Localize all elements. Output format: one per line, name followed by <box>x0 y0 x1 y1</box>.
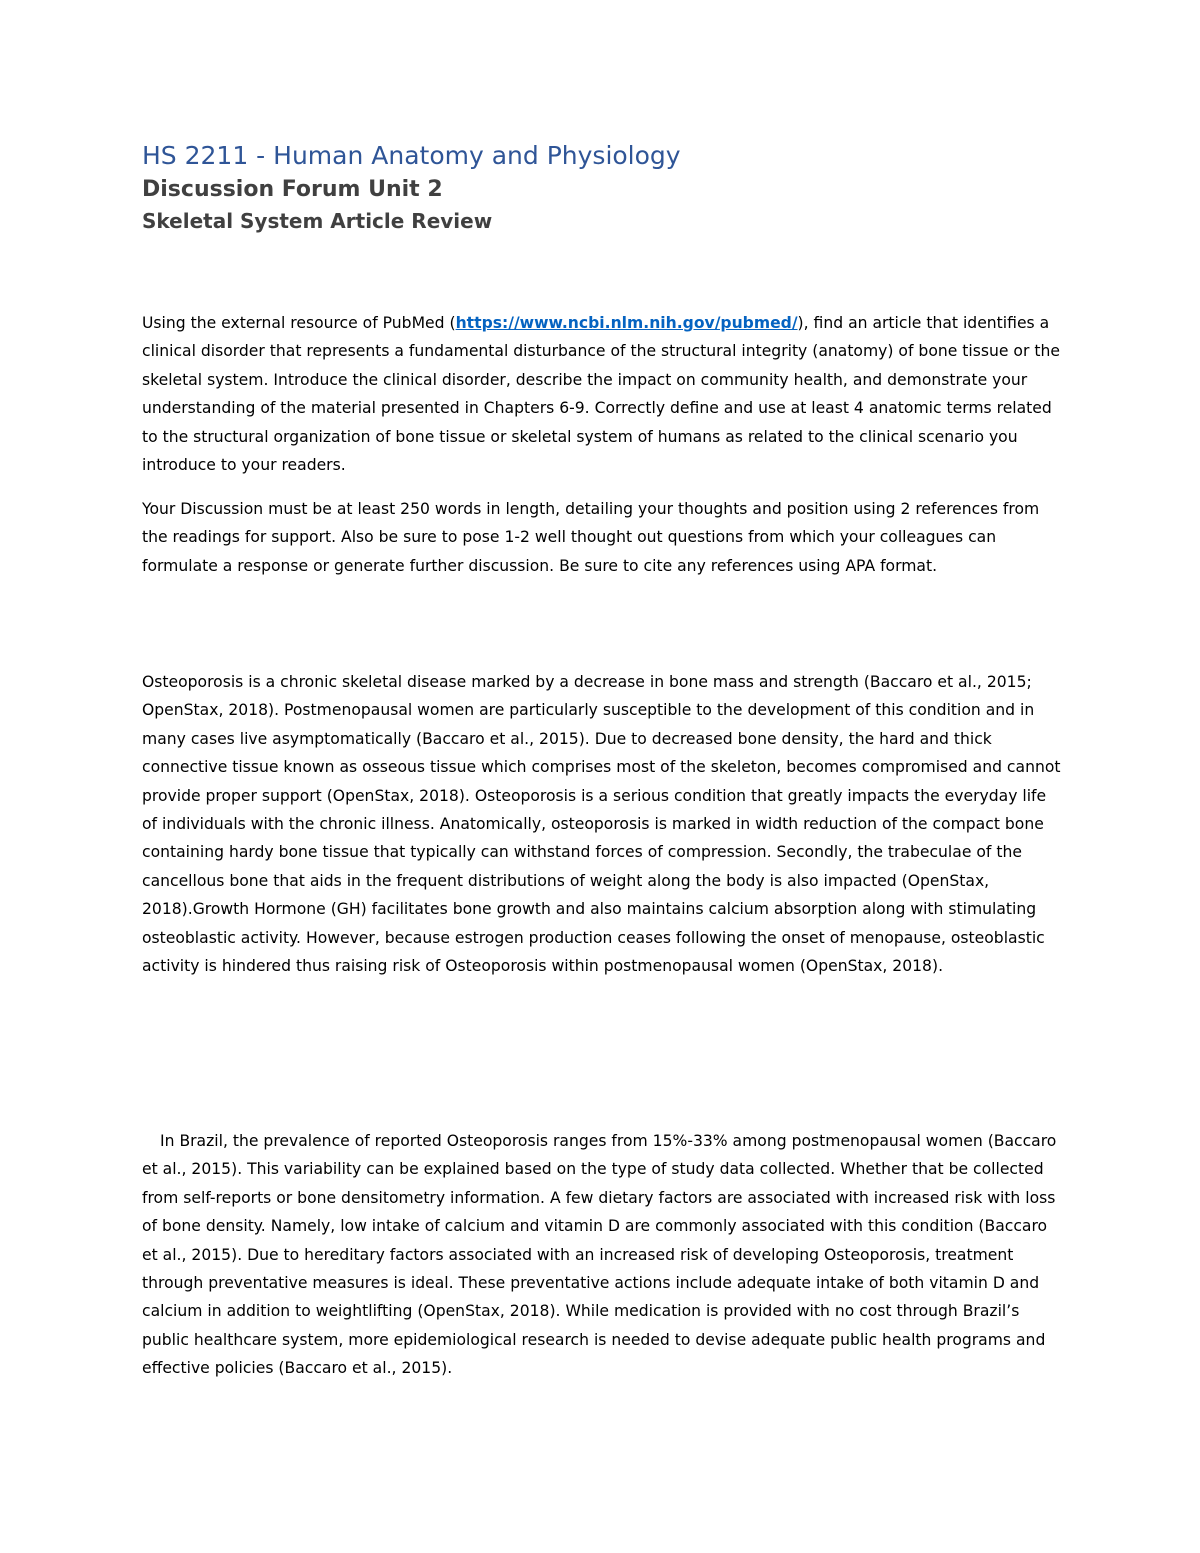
prompt-intro: Using the external resource of PubMed ( <box>142 314 456 332</box>
pubmed-link[interactable]: https://www.ncbi.nlm.nih.gov/pubmed/ <box>455 314 798 332</box>
requirements-paragraph: Your Discussion must be at least 250 words in length, detailing your thoughts and position using 2 references from the readings for support. Also be sure to pose 1-2 well thought out questions from which your colleagues can formulate a response or generate further discussion. Be sure to cite any references using APA format. <box>142 500 1040 575</box>
prompt-body: ), find an article that identifies a clinical disorder that represents a fundamental disturbance of the structural integrity (anatomy) of bone tissue or the skeletal system. Introduce the clinical disorder, describe the impact on community health, and demonstrate your understanding of the material presented in Chapters 6-9. Correctly define and use at least 4 anatomic terms related to the structural organization of bone tissue or skeletal system of humans as related to the clinical scenario you introduce to your readers. <box>142 314 1060 475</box>
document-header <box>142 139 1062 236</box>
prompt-paragraph <box>142 309 1062 479</box>
response-paragraph-2 <box>142 1127 1062 1383</box>
brazil-prevalence-paragraph: In Brazil, the prevalence of reported Osteoporosis ranges from 15%-33% among postmenopausal women (Baccaro et al., 2015). This variability can be explained based on the type of study data collected. Whether that be collected from self-reports or bone densitometry information. A few dietary factors are associated with increased risk with loss of bone density. Namely, low intake of calcium and vitamin D are commonly associated with this condition (Baccaro et al., 2015). Due to hereditary factors associated with an increased risk of developing Osteoporosis, treatment through preventative measures is ideal. These preventative actions include adequate intake of both vitamin D and calcium in addition to weightlifting (OpenStax, 2018). While medication is provided with no cost through Brazil’s public healthcare system, more epidemiological research is needed to devise adequate public health programs and effective policies (Baccaro et al., 2015). <box>142 1132 1057 1378</box>
assignment-subtitle: Skeletal System Article Review <box>142 209 493 233</box>
assignment-requirements <box>142 495 1062 580</box>
course-title: HS 2211 - Human Anatomy and Physiology <box>142 141 681 170</box>
response-paragraph-1 <box>142 668 1062 980</box>
assignment-prompt <box>142 309 1062 479</box>
osteoporosis-paragraph: Osteoporosis is a chronic skeletal disease marked by a decrease in bone mass and strength (Baccaro et al., 2015; OpenStax, 2018). Postmenopausal women are particularly susceptible to the development of this condition and in many cases live asymptomatically (Baccaro et al., 2015). Due to decreased bone density, the hard and thick connective tissue known as osseous tissue which comprises most of the skeleton, becomes compromised and cannot provide proper support (OpenStax, 2018). Osteoporosis is a serious condition that greatly impacts the everyday life of individuals with the chronic illness. Anatomically, osteoporosis is marked in width reduction of the compact bone containing hardy bone tissue that typically can withstand forces of compression. Secondly, the trabeculae of the cancellous bone that aids in the frequent distributions of weight along the body is also impacted (OpenStax, 2018).Growth Hormone (GH) facilitates bone growth and also maintains calcium absorption along with stimulating osteoblastic activity. However, because estrogen production ceases following the onset of menopause, osteoblastic activity is hindered thus raising risk of Osteoporosis within postmenopausal women (OpenStax, 2018). <box>142 673 1061 976</box>
forum-title: Discussion Forum Unit 2 <box>142 177 443 202</box>
